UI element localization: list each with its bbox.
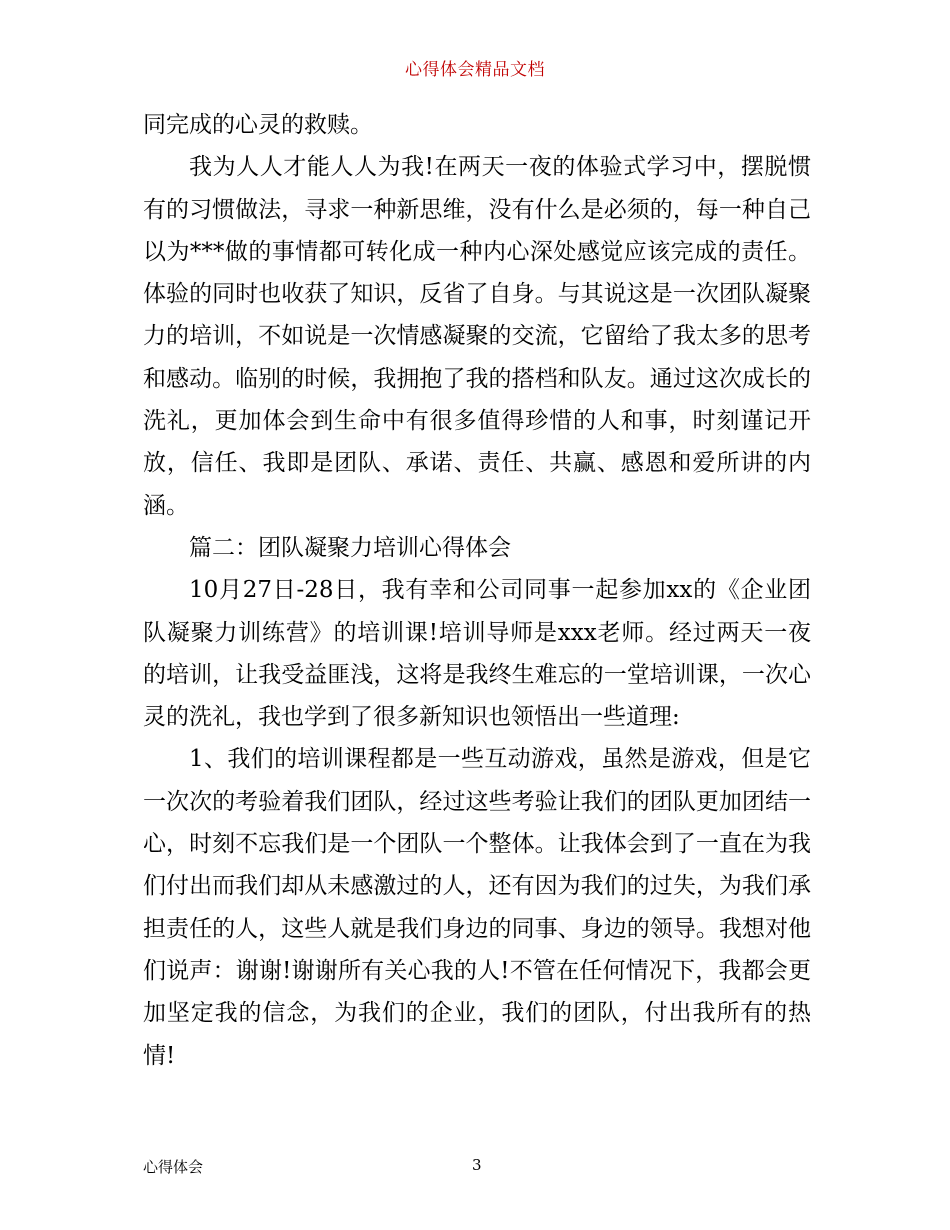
page-header-title: 心得体会精品文档 [405, 60, 545, 80]
paragraph-point-one: 1、我们的培训课程都是一些互动游戏，虽然是游戏，但是它一次次的考验着我们团队，经过这些考验让我们的团队更加团结一心，时刻不忘我们是一个团队一个整体。让我体会到了一直在为我们付出而我们却从未感激过的人，还有因为我们的过失，为我们承担责任的人，这些人就是我们身边的同事、身边的领导。我想对他们说声：谢谢!谢谢所有关心我的人!不管在任何情况下，我都会更加坚定我的信念，为我们的企业，我们的团队，付出我所有的热情! [143, 746, 811, 1069]
paragraph-continuation: 同完成的心灵的救赎。 [143, 112, 373, 138]
document-body [143, 104, 811, 1077]
paragraph-training-intro: 10月27日-28日，我有幸和公司同事一起参加xx的《企业团队凝聚力训练营》的培训课!培训导师是xxx老师。经过两天一夜的培训，让我受益匪浅，这将是我终生难忘的一堂培训课，一次心灵的洗礼，我也学到了很多新知识也领悟出一些道理: [143, 577, 811, 731]
page-number: 3 [472, 1156, 482, 1174]
footer-label: 心得体会 [143, 1158, 204, 1176]
paragraph-reflection: 我为人人才能人人为我!在两天一夜的体验式学习中，摆脱惯有的习惯做法，寻求一种新思维，没有什么是必须的，每一种自己以为***做的事情都可转化成一种内心深处感觉应该完成的责任。体验的同时也收获了知识，反省了自身。与其说这是一次团队凝聚力的培训，不如说是一次情感凝聚的交流，它留给了我太多的思考和感动。临别的时候，我拥抱了我的搭档和队友。通过这次成长的洗礼，更加体会到生命中有很多值得珍惜的人和事，时刻谨记开放，信任、我即是团队、承诺、责任、共赢、感恩和爱所讲的内涵。 [143, 154, 811, 519]
section-heading: 篇二：团队凝聚力培训心得体会 [189, 534, 511, 561]
